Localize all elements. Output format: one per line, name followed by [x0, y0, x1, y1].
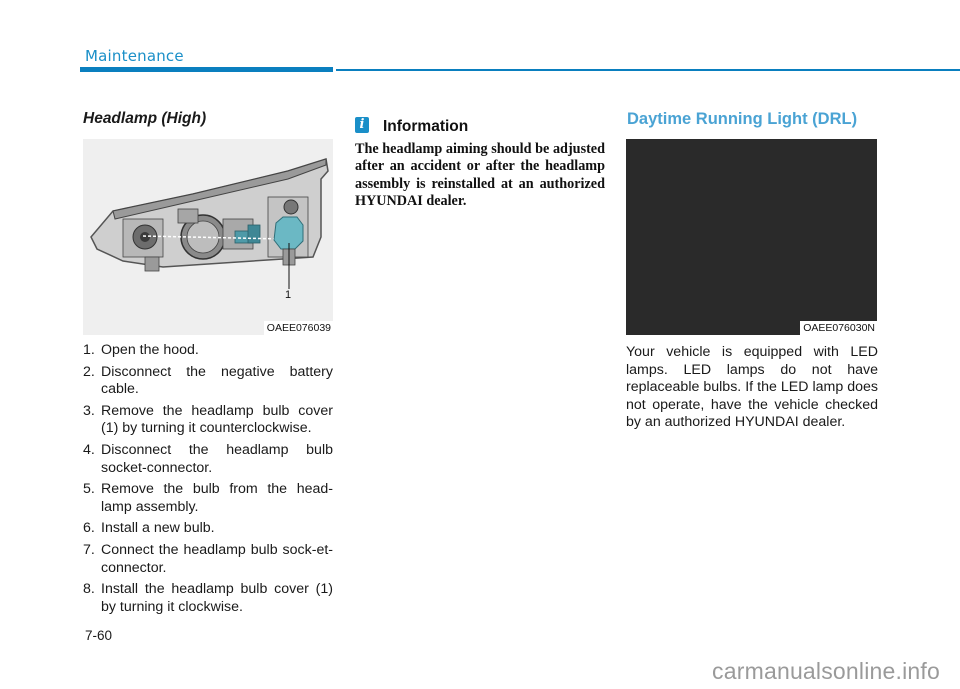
drl-figure — [626, 139, 877, 335]
step-item: 4. Disconnect the headlamp bulb socket-connector. — [83, 441, 333, 476]
headlamp-high-heading: Headlamp (High) — [83, 110, 207, 127]
step-item: 3. Remove the headlamp bulb cover (1) by turning it counterclockwise. — [83, 402, 333, 437]
step-item: 8. Install the headlamp bulb cover (1) by turning it clockwise. — [83, 581, 333, 615]
page-number: 7-60 — [85, 628, 113, 643]
drl-body-text: Your vehicle is equipped with LED lamps. LED lamps do not have replaceable bulbs. If the LED lamp does not operate, have the vehicle checked by an authorized HYUNDAI dealer. — [626, 344, 878, 431]
header-rule-thick — [80, 67, 333, 72]
headlamp-figure — [83, 139, 333, 335]
section-label: Maintenance — [85, 47, 184, 65]
drl-heading: Daytime Running Light (DRL) — [627, 110, 858, 128]
step-item: 6. Install a new bulb. — [83, 520, 215, 537]
info-icon: i — [355, 117, 369, 133]
step-item: 7. Connect the headlamp bulb sock-et-connector. — [83, 541, 333, 576]
information-header — [355, 116, 468, 134]
step-item: 1. Open the hood. — [83, 342, 199, 358]
step-item: 2. Disconnect the negative battery cable. — [83, 363, 333, 398]
callout-number: 1 — [285, 289, 292, 301]
headlamp-illustration — [83, 139, 333, 335]
information-body: The headlamp aiming should be adjusted after an accident or after the headlamp assembly is reinstalled at an authorized HYUNDAI dealer. — [355, 141, 605, 209]
information-title: Information — [383, 118, 469, 135]
figure-code: OAEE076039 — [264, 321, 333, 335]
header-rule-thin — [336, 69, 960, 71]
figure-code: OAEE076030N — [800, 321, 877, 335]
instruction-steps — [83, 342, 333, 620]
step-item: 5. Remove the bulb from the head-lamp assembly. — [83, 481, 333, 515]
watermark: carmanualsonline.info — [712, 658, 940, 684]
